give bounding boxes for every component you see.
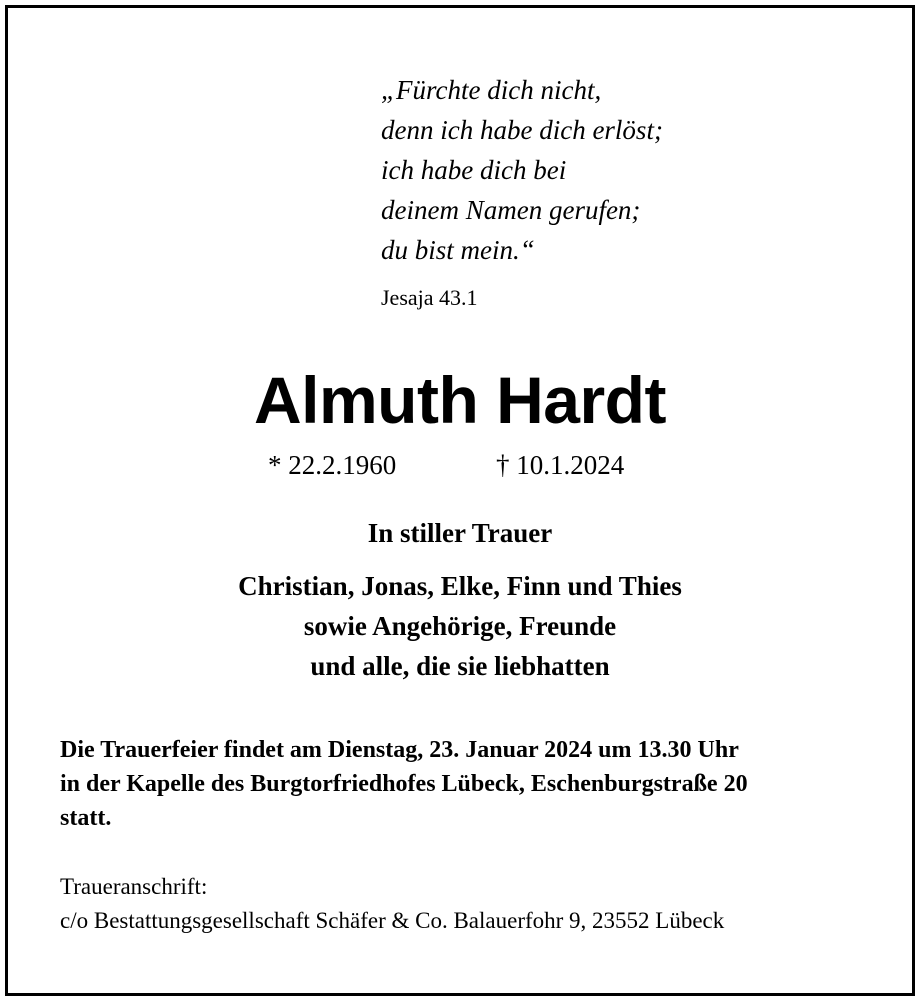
quote-line: deinem Namen gerufen; [381, 195, 641, 225]
quote-source: Jesaja 43.1 [381, 285, 478, 310]
mourners-list [0, 566, 920, 686]
address-line: c/o Bestattungsgesellschaft Schäfer & Co. Balauerfohr 9, 23552 Lübeck [60, 908, 725, 933]
death-date: † 10.1.2024 [496, 450, 625, 480]
quote-line: denn ich habe dich erlöst; [381, 115, 663, 145]
mourning-intro: In stiller Trauer [367, 518, 553, 548]
service-line: Die Trauerfeier findet am Dienstag, 23. Januar 2024 um 13.30 Uhr [60, 737, 739, 763]
mourners-line: und alle, die sie liebhatten [310, 651, 610, 681]
service-line: in der Kapelle des Burgtorfriedhofes Lübeck, Eschenburgstraße 20 [60, 771, 748, 797]
funeral-service-info [60, 733, 880, 835]
quote-line: „Fürchte dich nicht, [381, 75, 602, 105]
quote-line: du bist mein.“ [381, 235, 535, 265]
birth-date: * 22.2.1960 [268, 450, 397, 480]
address-label: Traueranschrift: [60, 874, 208, 899]
service-line: statt. [60, 805, 112, 831]
quote-line: ich habe dich bei [381, 155, 567, 185]
deceased-name: Almuth Hardt [254, 363, 666, 437]
mourning-address [60, 870, 724, 938]
mourners-line: sowie Angehörige, Freunde [303, 611, 617, 641]
bible-quote [381, 70, 663, 270]
mourners-line: Christian, Jonas, Elke, Finn und Thies [238, 571, 682, 601]
